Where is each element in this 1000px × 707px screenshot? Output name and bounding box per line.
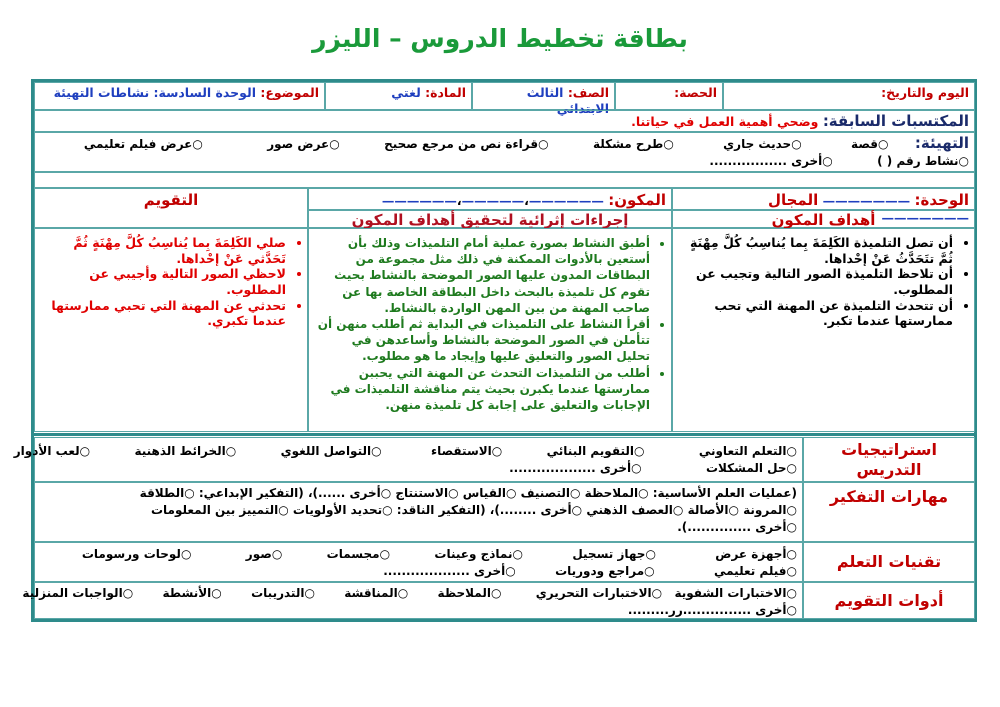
procedure-item: • أقرأ النشاط على التلميذات في البداية ثم أطلب منهن أن تتأملن في الصور الموضحة بالنشاط وأساعدهن في تحليل الصور والتعليق عليها وإيجاد ما هو مطلوب. [314, 316, 650, 365]
spacer-row [34, 172, 975, 188]
subject-label: المادة: [425, 85, 466, 100]
strategies-options [13, 437, 803, 482]
evaluation-header: التقويم [34, 188, 308, 228]
prior-label: المكتسبات السابقة: [822, 112, 969, 130]
warmup-option[interactable]: ○نشاط رقم ( ) [877, 154, 969, 168]
assessment-option[interactable]: ○التدريبات [251, 586, 315, 600]
warmup-row [34, 132, 975, 172]
assessment-options [22, 582, 803, 619]
evaluation-item: • لاحظي الصور التالية وأجيبي عن المطلوب. [40, 266, 286, 297]
evaluation-item: • تحدثي عن المهنة التي تحبي ممارستها عندما تكبري. [40, 298, 286, 329]
topic-value: الوحدة السادسة: نشاطات التهيئة [53, 85, 256, 100]
strategy-option[interactable]: ○حل المشكلات [705, 461, 797, 475]
technology-option[interactable]: ○فيلم تعليمي [714, 564, 797, 578]
thinking-line[interactable]: (عمليات العلم الأساسية: ○الملاحظة ○التصنيف ○القياس ○الاستنتاج ○أخرى ......)، (التفكير الإبداعي: ○الطلاقة [139, 486, 797, 500]
technology-option[interactable]: ○صور [245, 547, 283, 561]
warmup-option[interactable]: ○حديث جاري [723, 137, 802, 151]
assessment-option[interactable]: ○الاختبارات الشفوية [674, 586, 797, 600]
period-label: الحصة: [674, 85, 717, 100]
objective-item: • أن تصل التلميذة الكَلِمَةَ بِما يُناسِبُ كُلَّ مِهْنَةٍ ثُمَّ تتَحَدَّثُ عَنْ إحْداها. [678, 235, 953, 266]
topic-cell [34, 82, 325, 110]
strategy-option[interactable]: ○التقويم البنائي [546, 444, 645, 458]
topic-label: الموضوع: [260, 85, 319, 100]
technology-option[interactable]: ○لوحات ورسومات [81, 547, 192, 561]
prior-value: وضحي أهمية العمل في حياتنا. [631, 114, 819, 129]
evaluation-cell [34, 228, 308, 432]
section-divider [34, 433, 975, 436]
procedure-item: • أطلب من التلميذات التحدث عن المهنة التي يحببن ممارستها عندما يكبرن بحيث يتم مناقشة التلميذات في الإجابات والتعليق على إجابة كل تلميذة منهن. [314, 365, 650, 414]
thinking-line[interactable]: ○المرونة ○الأصالة ○العصف الذهني ○أخرى ........)، (التفكير الناقد: ○تحديد الأولويات ○التمييز بين المعلومات [150, 503, 797, 517]
warmup-option[interactable]: ○عرض فيلم تعليمي [83, 137, 203, 151]
subject-cell [325, 82, 472, 110]
warmup-label: التهيئة: [914, 134, 969, 152]
technology-option[interactable]: ○جهاز تسجيل [572, 547, 656, 561]
technology-option[interactable]: ○نماذج وعينات [434, 547, 523, 561]
subject-value: لغتي [391, 85, 421, 100]
strategy-option[interactable]: ○أخرى ................... [509, 461, 642, 475]
technologies-label: تقنيات التعلم [803, 542, 975, 582]
assessment-label: أدوات التقويم [803, 582, 975, 619]
field-label: المجال [767, 191, 819, 209]
assessment-option[interactable]: ○الواجبات المنزلية [22, 586, 134, 600]
period-cell [615, 82, 723, 110]
thinking-label: مهارات التفكير [803, 482, 975, 542]
assessment-option[interactable]: ○الأنشطة [162, 586, 222, 600]
date-label: اليوم والتاريخ: [881, 85, 969, 100]
objectives-cell [672, 228, 975, 432]
warmup-option[interactable]: ○أخرى ................. [709, 154, 833, 168]
strategy-option[interactable]: ○الاستقصاء [430, 444, 503, 458]
technologies-options [34, 542, 803, 582]
objectives-header: أهداف المكون [672, 210, 975, 228]
date-cell [723, 82, 975, 110]
assessment-option[interactable]: ○الملاحظة [437, 586, 502, 600]
procedure-item: • أطبق النشاط بصورة عملية أمام التلميذات وذلك بأن أستعين بالأدوات الممكنة في ذلك مثل مجموعة من البطاقات المدون عليها الصور الموضحة بالنشاط بحيث تقوم كل تلميذة بالبحث داخل البطاقة الخاصة بها عن صاحب المهنة من بين المهن الواردة بالنشاط. [314, 235, 650, 316]
thinking-options [34, 482, 803, 542]
warmup-option[interactable]: ○طرح مشكلة [592, 137, 674, 151]
assessment-option[interactable]: ○أخرى ...............رر......... [627, 603, 797, 617]
prior-knowledge-row [34, 110, 975, 132]
assessment-option[interactable]: ○الاختبارات التحريري [535, 586, 663, 600]
technology-option[interactable]: ○مراجع ودوريات [555, 564, 655, 578]
warmup-option[interactable]: ○عرض صور [267, 137, 340, 151]
unit-label: الوحدة: [914, 191, 969, 209]
thinking-line[interactable]: ○أخرى ..............). [677, 520, 797, 534]
evaluation-item: • صلي الكَلِمَةَ بِما يُناسِبُ كُلَّ مِهْنَةٍ ثُمَّ تَحَدَّثي عَنْ إحْداها. [40, 235, 286, 266]
procedures-header: إجراءات إثرائية لتحقيق أهداف المكون [308, 210, 672, 228]
component-header: المكون: ——————،—————،—————— [308, 188, 672, 210]
component-label: المكون: [608, 191, 666, 209]
warmup-option[interactable]: ○قصة [851, 137, 889, 151]
technology-option[interactable]: ○أجهزة عرض [715, 547, 797, 561]
assessment-option[interactable]: ○المناقشة [344, 586, 409, 600]
grade-label: الصف: [567, 85, 609, 100]
strategy-option[interactable]: ○التواصل اللغوي [280, 444, 382, 458]
strategy-option[interactable]: ○لعب الأدوار [13, 444, 91, 458]
grade-value: الثالث الابتدائي [526, 85, 609, 116]
strategy-option[interactable]: ○الخرائط الذهنية [134, 444, 237, 458]
objective-item: • أن تتحدث التلميذة عن المهنة التي تحب ممارستها عندما تكبر. [678, 298, 953, 329]
procedures-cell [308, 228, 672, 432]
technology-option[interactable]: ○أخرى ................... [383, 564, 516, 578]
unit-field-header: الوحدة: ——————— المجال ——————— [672, 188, 975, 210]
page-title: بطاقة تخطيط الدروس – الليزر [312, 24, 688, 53]
objective-item: • أن تلاحظ التلميذة الصور التالية وتجيب عن المطلوب. [678, 266, 953, 297]
strategy-option[interactable]: ○التعلم التعاوني [698, 444, 797, 458]
technology-option[interactable]: ○مجسمات [326, 547, 391, 561]
warmup-option[interactable]: ○قراءة نص من مرجع صحيح [384, 137, 549, 151]
strategies-label: استراتيجيات التدريس [803, 437, 975, 482]
grade-cell [472, 82, 615, 116]
